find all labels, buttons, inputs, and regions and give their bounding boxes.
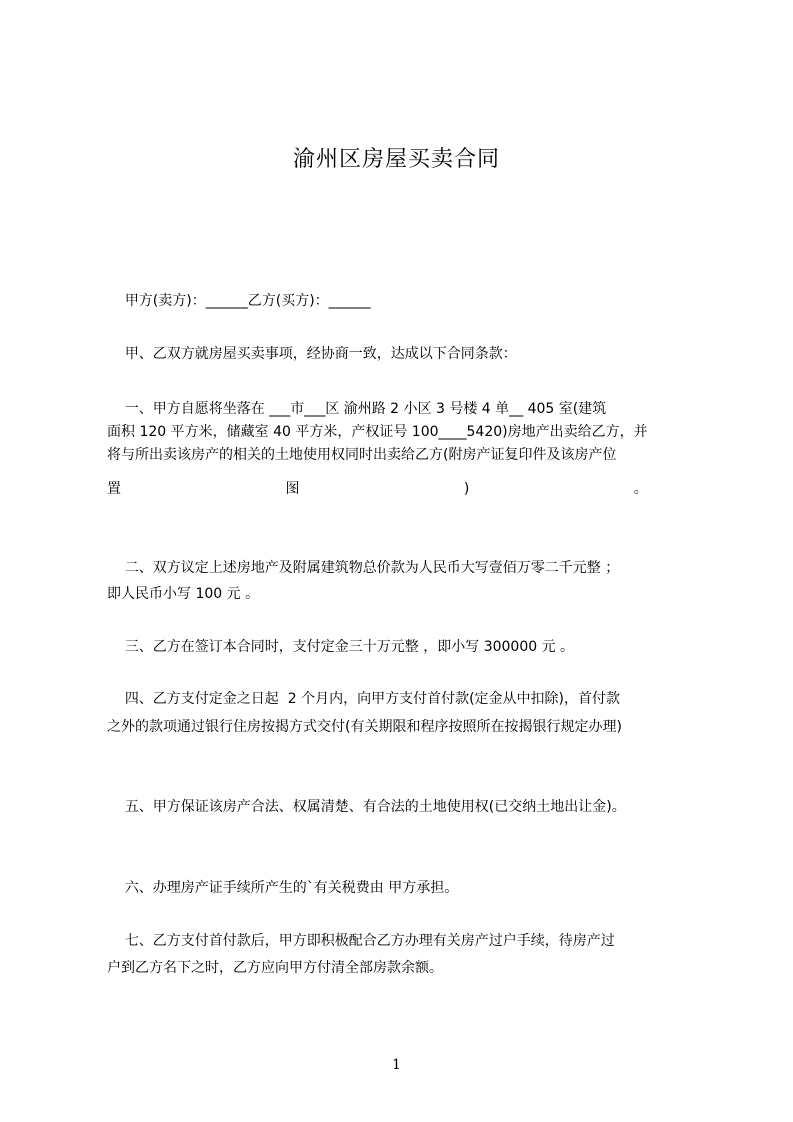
parties-line: 甲方(卖方)：______乙方(买方)：______: [107, 293, 371, 309]
page-number: 1: [392, 1057, 401, 1073]
clause-7-line-1: 七、乙方支付首付款后，甲方即积极配合乙方办理有关房产过户手续，待房产过: [107, 933, 615, 949]
clause-2-line-2: 即人民币小写 100 元 。: [107, 586, 260, 602]
clause-1-line-1: 一、甲方自愿将坐落在 ___市___区 渝州路 2 小区 3 号楼 4 单__ 405 室(建筑: [107, 401, 607, 417]
document-title: 渝州区房屋买卖合同: [292, 147, 500, 172]
clause-5: 五、甲方保证该房产合法、权属清楚、有合法的土地使用权(已交纳土地出让金)。: [107, 799, 626, 815]
clause-2-line-1: 二、双方议定上述房地产及附属建筑物总价款为人民币大写壹佰万零二千元整 ；: [107, 560, 620, 576]
clause-1-line-4: 置 图 ) 。: [107, 481, 648, 497]
intro-paragraph: 甲、乙双方就房屋买卖事项，经协商一致，达成以下合同条款：: [107, 346, 517, 362]
clause-7-line-2: 户到乙方名下之时，乙方应向甲方付清全部房款余额。: [107, 960, 443, 976]
clause-1-line-2: 面积 120 平方米，储藏室 40 平方米，产权证号 100____5420)房地产出卖给乙方，并: [107, 424, 648, 440]
clause-4-line-2: 之外的款项通过银行住房按揭方式交付(有关期限和程序按照所在按揭银行规定办理): [107, 719, 622, 735]
clause-3: 三、乙方在签订本合同时，支付定金三十万元整 ，即小写 300000 元 。: [107, 639, 575, 655]
clause-1-line-3: 将与所出卖该房产的相关的土地使用权同时出卖给乙方(附房产证复印件及该房产位: [107, 447, 617, 463]
clause-6: 六、办理房产证手续所产生的`有关税费由 甲方承担。: [107, 880, 459, 896]
clause-4-line-1: 四、乙方支付定金之日起 2 个月内，向甲方支付首付款(定金从中扣除)，首付款: [107, 691, 620, 707]
